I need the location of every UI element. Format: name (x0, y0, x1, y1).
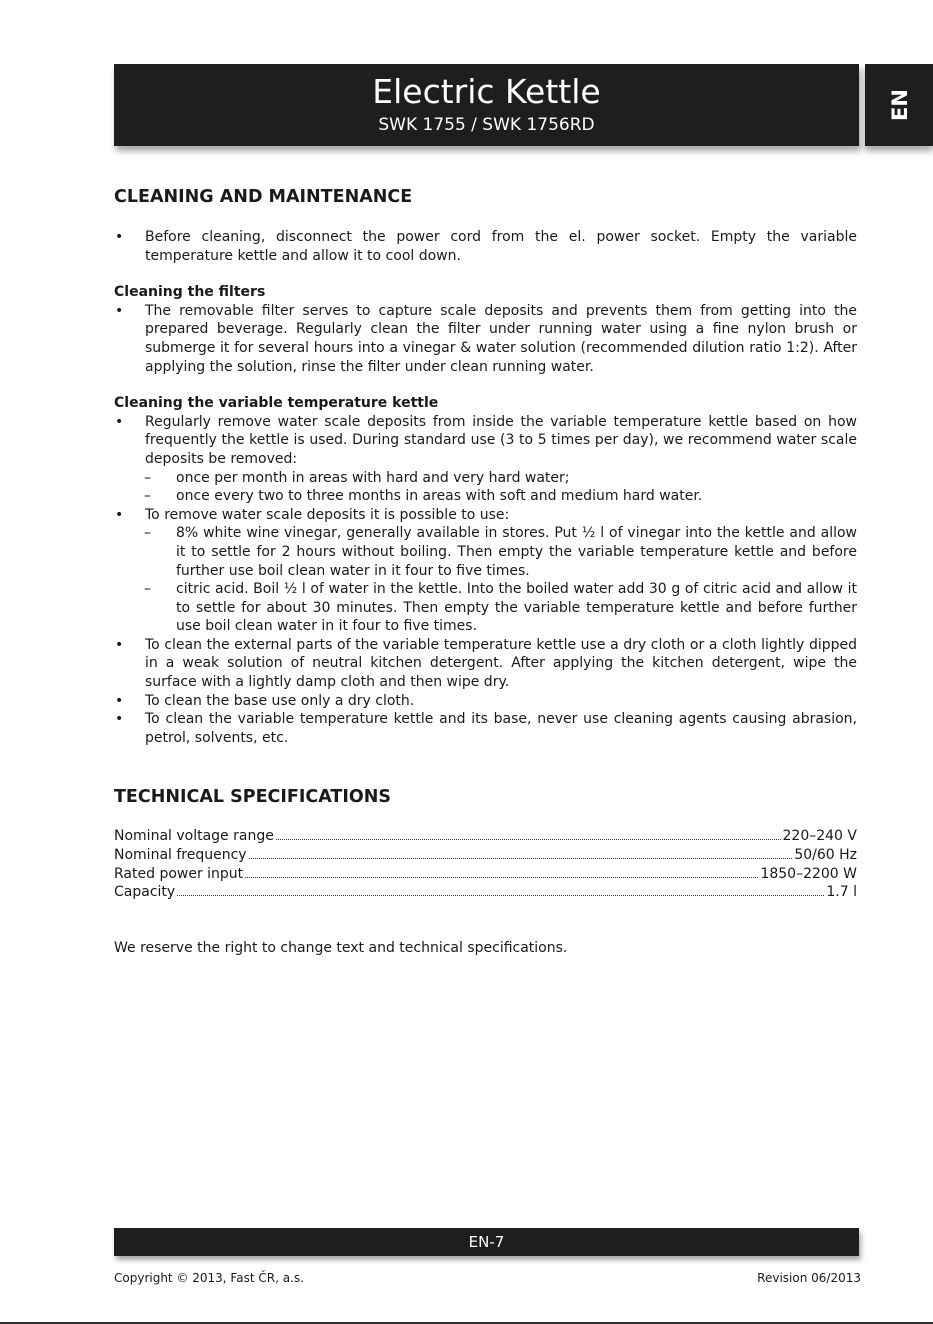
model-subtitle: SWK 1755 / SWK 1756RD (378, 115, 595, 135)
language-tab (865, 64, 933, 146)
spec-value: 220–240 V (782, 828, 857, 845)
spec-value: 1850–2200 W (760, 865, 857, 882)
dot-leader (276, 839, 781, 840)
spec-label: Rated power input (114, 865, 244, 882)
specs-heading: TECHNICAL SPECIFICATIONS (114, 787, 391, 808)
kettle-item: • Regularly remove water scale deposits from inside the variable temperature kettle based on how frequently the kettle is used. During standard use (3 to 5 times per day), we recommend water scale deposits be removed: (114, 413, 857, 469)
spec-row-voltage (114, 827, 857, 846)
reserve-note: We reserve the right to change text and technical specifications. (114, 939, 568, 956)
main-content (114, 185, 857, 957)
spec-value: 50/60 Hz (794, 847, 857, 864)
copyright-text: Copyright © 2013, Fast ČR, a.s. (114, 1271, 304, 1285)
filters-item: • The removable filter serves to capture scale deposits and prevents them from getting into the prepared beverage. Regularly clean the filter under running water using a fine nylon brush or submerge it for several hours into a vinegar & water solution (recommended dilution ratio 1:2). After applying the solution, rinse the filter under clean running water. (114, 302, 857, 376)
spec-label: Nominal voltage range (114, 828, 274, 845)
footer-bar (114, 1228, 859, 1256)
language-label: EN (888, 89, 912, 121)
dot-leader (249, 858, 793, 859)
vinegar-item: – 8% white wine vinegar, generally available in stores. Put ½ l of vinegar into the kettle and allow it to settle for 2 hours without boiling. Then empty the variable temperature kettle and before further use boil clean water in it four to five times. (114, 524, 857, 580)
warning-item: • To clean the variable temperature kettle and its base, never use cleaning agents causing abrasion, petrol, solvents, etc. (114, 710, 857, 747)
cleaning-intro-item: • Before cleaning, disconnect the power cord from the el. power socket. Empty the variable temperature kettle and allow it to cool down. (114, 228, 857, 265)
base-cleaning-item: • To clean the base use only a dry cloth. (114, 692, 857, 711)
spec-label: Capacity (114, 884, 176, 901)
specs-table (114, 827, 857, 901)
page-number: EN-7 (468, 1233, 505, 1251)
kettle-heading: Cleaning the variable temperature kettle (114, 395, 439, 412)
header-bar (114, 64, 859, 146)
cleaning-heading: CLEANING AND MAINTENANCE (114, 187, 413, 207)
filters-heading: Cleaning the filters (114, 284, 266, 301)
spec-row-frequency (114, 846, 857, 865)
page-title: Electric Kettle (372, 72, 601, 111)
citric-acid-item: – citric acid. Boil ½ l of water in the kettle. Into the boiled water add 30 g of citric acid and allow it to settle for about 30 minutes. Then empty the variable temperature kettle and before further use boil clean water in it four to five times. (114, 580, 857, 636)
dot-leader (245, 877, 758, 878)
dot-leader (177, 895, 824, 896)
spec-label: Nominal frequency (114, 847, 247, 864)
remove-intro-item: • To remove water scale deposits it is possible to use: (114, 506, 857, 525)
external-cleaning-item: • To clean the external parts of the variable temperature kettle use a dry cloth or a cloth lightly dipped in a weak solution of neutral kitchen detergent. After applying the kitchen detergent, wipe the surface with a lightly damp cloth and then wipe dry. (114, 636, 857, 692)
frequency-item-hard: – once per month in areas with hard and very hard water; (114, 469, 857, 488)
revision-text: Revision 06/2013 (757, 1271, 861, 1285)
spec-row-power (114, 865, 857, 884)
spec-value: 1.7 l (826, 884, 857, 901)
spec-row-capacity (114, 883, 857, 902)
frequency-item-soft: – once every two to three months in areas with soft and medium hard water. (114, 487, 857, 506)
